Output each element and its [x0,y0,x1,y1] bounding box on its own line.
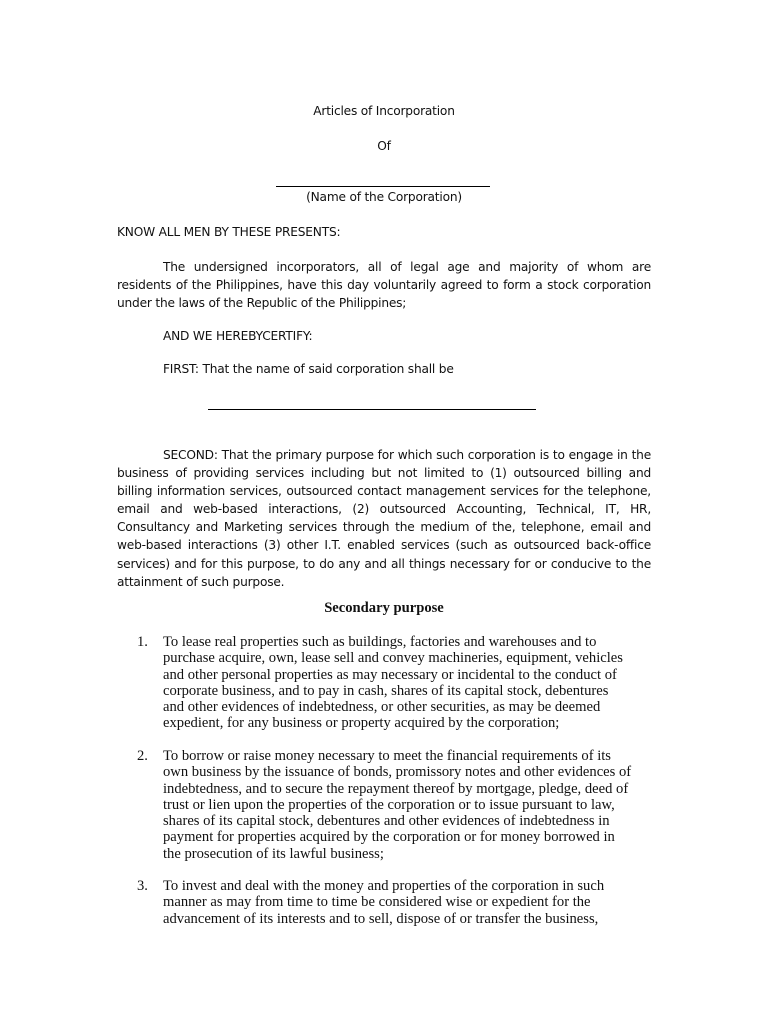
intro-paragraph: The undersigned incorporators, all of legal age and majority of whom are residents of the Philippines, have this day voluntarily agreed to form a stock corporation under the laws of the Republic of the Philippines; [117,260,651,311]
certify-line: AND WE HEREBYCERTIFY: [163,329,313,343]
list-item: To lease real properties such as buildings, factories and warehouses and to purchase acquire, own, lease sell and convey machineries, equipment, vehicles and other personal properties as may necessary or incidental to the conduct of corporate business, and to pay in cash, shares of its capital stock, debentures and other evidences of indebtedness, or other securities, as may be deemed expedient, for any business or property acquired by the corporation; [163,634,623,732]
item-number: 3. [137,878,148,894]
item-number: 1. [137,634,148,650]
know-all-heading: KNOW ALL MEN BY THESE PRESENTS: [117,225,341,239]
second-clause: SECOND: That the primary purpose for which such corporation is to engage in the business of providing services including but not limited to (1) outsourced billing and billing information services, outsourced contact management services for the telephone, email and web-based interactions, (2) outsourced Accounting, Technical, IT, HR, Consultancy and Marketing services through the medium of the, telephone, email and web-based interactions (3) other I.T. enabled services (such as outsourced back-office services) and for this purpose, to do any and all things necessary for or conducive to the attainment of such purpose. [117,448,651,589]
corporation-name-blank [276,186,490,187]
first-name-blank [208,409,536,410]
document-title: Articles of Incorporation [313,104,455,118]
item-number: 2. [137,748,148,764]
corporation-name-caption: (Name of the Corporation) [306,190,462,204]
first-clause: FIRST: That the name of said corporation shall be [163,362,454,376]
list-item: To invest and deal with the money and properties of the corporation in such manner as may from time to time be considered wise or expedient for the advancement of its interests and to sell, dispose of or transfer the business, [163,878,605,927]
list-item: To borrow or raise money necessary to meet the financial requirements of its own business by the issuance of bonds, promissory notes and other evidences of indebtedness, and to secure the repayment thereof by mortgage, pledge, deed of trust or lien upon the properties of the corporation or to issue pursuant to law, shares of its capital stock, debentures and other evidences of indebtedness in payment for properties acquired by the corporation or for money borrowed in the prosecution of its lawful business; [163,748,632,862]
secondary-purpose-heading: Secondary purpose [324,600,444,616]
of-line: Of [377,139,391,153]
